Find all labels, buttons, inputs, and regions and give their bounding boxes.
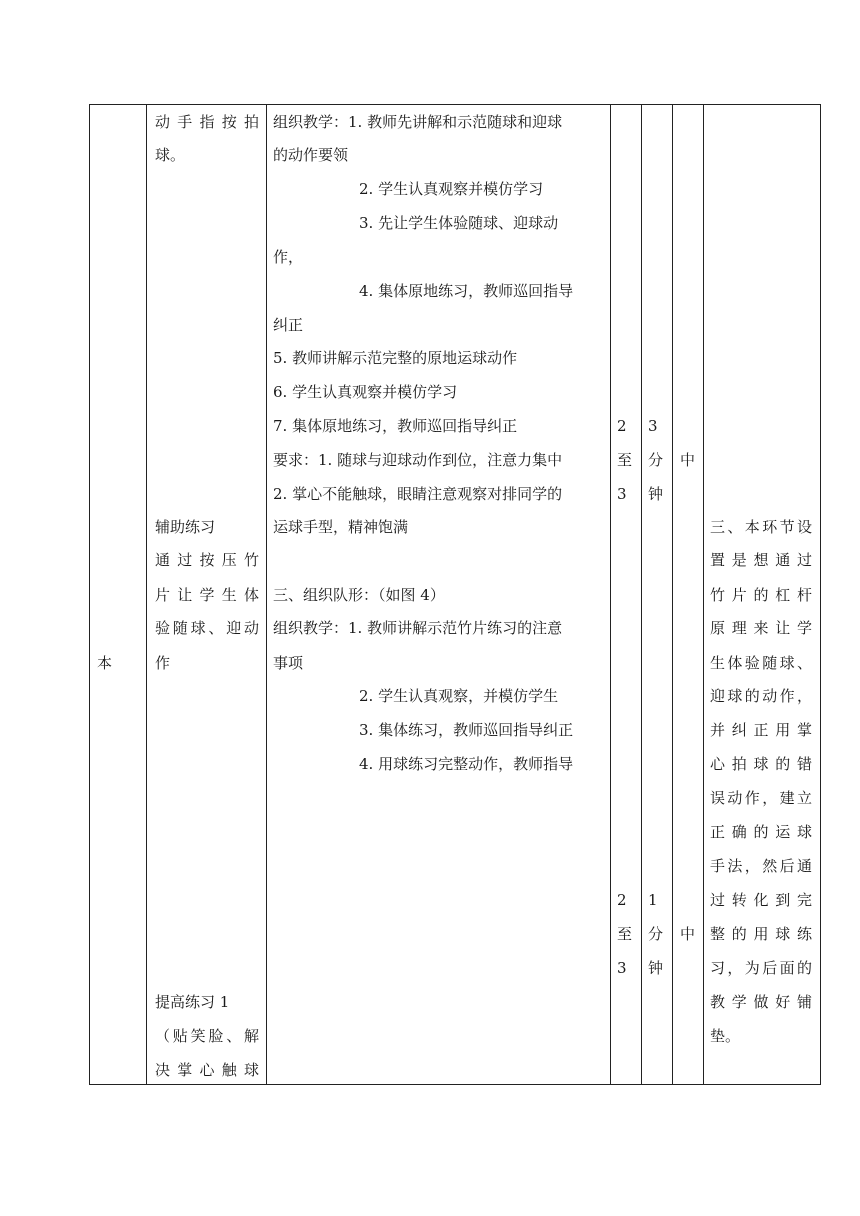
section-label: 本 <box>97 654 113 672</box>
requirement-line: 2. 掌心不能触球，眼睛注意观察对排同学的 <box>273 485 563 503</box>
intent-line: 心拍球的错 <box>710 755 812 773</box>
column-divider <box>672 105 673 1084</box>
duration-value: 钟 <box>648 959 664 977</box>
intent-line: 垫。 <box>710 1027 741 1045</box>
text-line: 组织教学：1. 教师先讲解和示范随球和迎球 <box>273 113 563 131</box>
intent-line: 手法，然后通 <box>710 857 812 875</box>
text-line: 7. 集体原地练习，教师巡回指导纠正 <box>273 417 518 435</box>
content-line: 动手指按拍 <box>155 113 259 131</box>
requirement-line: 运球手型，精神饱满 <box>273 518 409 536</box>
text-line: 2. 学生认真观察并模仿学习 <box>359 180 544 198</box>
content-line: 球。 <box>155 146 186 164</box>
intent-line: 正确的运球 <box>710 823 812 841</box>
aux-practice-title: 辅助练习 <box>155 518 216 536</box>
text-line: 5. 教师讲解示范完整的原地运球动作 <box>273 349 518 367</box>
intensity-value: 中 <box>680 451 696 469</box>
content-line: （贴笑脸、解 <box>155 1027 259 1045</box>
column-divider <box>266 105 267 1084</box>
section-heading: 三、组织队形：（如图 4） <box>273 586 445 604</box>
intent-line: 整的用球练 <box>710 925 812 943</box>
duration-value: 3 <box>648 417 658 435</box>
column-divider <box>703 105 704 1084</box>
reps-value: 2 <box>617 891 627 909</box>
intent-line: 置是想通过 <box>710 551 812 569</box>
content-line: 决掌心触球 <box>155 1061 259 1079</box>
reps-value: 3 <box>617 959 627 977</box>
content-line: 作 <box>155 654 171 672</box>
text-line: 组织教学：1. 教师讲解示范竹片练习的注意 <box>273 619 563 637</box>
reps-value: 2 <box>617 417 627 435</box>
text-line: 3. 先让学生体验随球、迎球动 <box>359 214 559 232</box>
text-line: 2. 学生认真观察，并模仿学生 <box>359 687 559 705</box>
reps-value: 至 <box>617 451 633 469</box>
adv-practice-title: 提高练习 1 <box>155 993 230 1011</box>
duration-value: 钟 <box>648 485 664 503</box>
text-line: 事项 <box>273 654 304 672</box>
column-divider <box>641 105 642 1084</box>
reps-value: 至 <box>617 925 633 943</box>
intent-line: 误动作，建立 <box>710 789 812 807</box>
intent-line: 三、本环节设 <box>710 518 812 536</box>
intensity-value: 中 <box>680 925 696 943</box>
intent-line: 并纠正用掌 <box>710 721 812 739</box>
text-line: 6. 学生认真观察并模仿学习 <box>273 383 458 401</box>
content-line: 片让学生体 <box>155 586 259 604</box>
duration-value: 分 <box>648 925 664 943</box>
column-divider <box>610 105 611 1084</box>
duration-value: 1 <box>648 891 658 909</box>
intent-line: 原理来让学 <box>710 619 812 637</box>
duration-value: 分 <box>648 451 664 469</box>
intent-line: 迎球的动作， <box>710 687 812 705</box>
intent-line: 竹片的杠杆 <box>710 586 812 604</box>
text-line: 的动作要领 <box>273 146 349 164</box>
text-line: 纠正 <box>273 316 304 334</box>
reps-value: 3 <box>617 485 627 503</box>
content-line: 验随球、迎动 <box>155 619 259 637</box>
intent-line: 教学做好铺 <box>710 993 812 1011</box>
text-line: 4. 集体原地练习，教师巡回指导 <box>359 282 574 300</box>
intent-line: 习，为后面的 <box>710 959 812 977</box>
intent-line: 过转化到完 <box>710 891 812 909</box>
text-line: 作， <box>273 248 304 266</box>
content-line: 通过按压竹 <box>155 551 259 569</box>
text-line: 4. 用球练习完整动作，教师指导 <box>359 755 574 773</box>
requirement-line: 要求：1. 随球与迎球动作到位，注意力集中 <box>273 451 563 469</box>
text-line: 3. 集体练习，教师巡回指导纠正 <box>359 721 574 739</box>
column-divider <box>146 105 147 1084</box>
intent-line: 生体验随球、 <box>710 654 812 672</box>
